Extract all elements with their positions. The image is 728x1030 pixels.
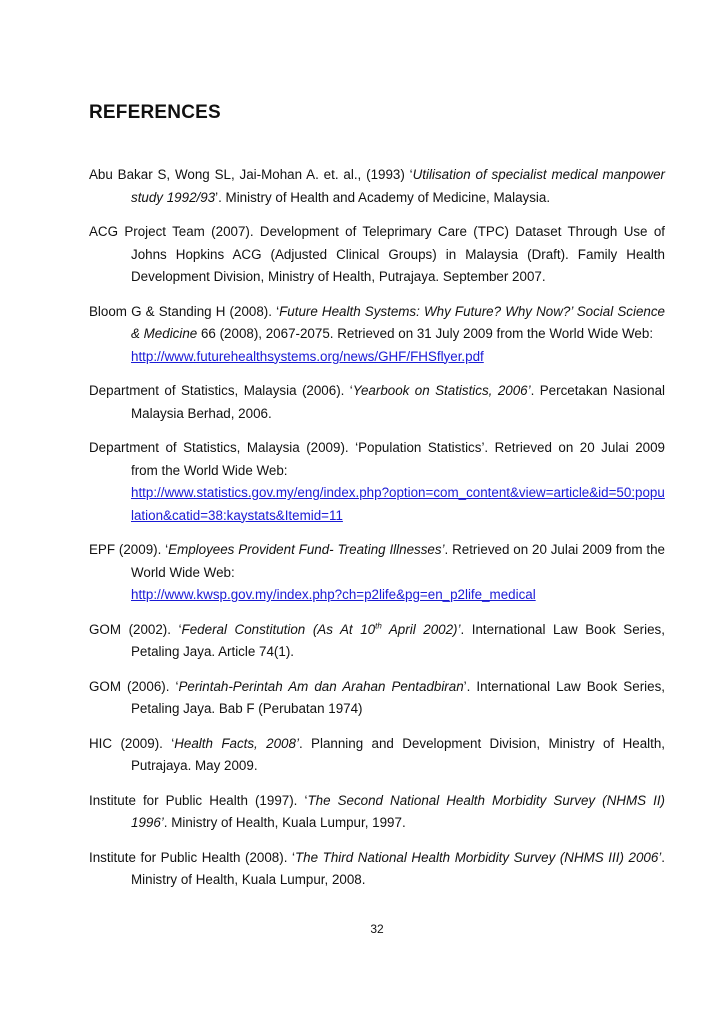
superscript: th xyxy=(375,621,382,631)
reference-text: EPF (2009). ‘ xyxy=(89,542,169,557)
reference-title: Federal Constitution (As At 10 xyxy=(181,621,376,637)
reference-entry xyxy=(89,790,665,835)
reference-text: . Percetakan Nasional Malaysia Berhad, 2006. xyxy=(131,383,666,421)
reference-link[interactable]: http://www.kwsp.gov.my/index.php?ch=p2life&pg=en_p2life_medical xyxy=(131,587,536,602)
reference-entry xyxy=(89,437,665,527)
reference-title: Future Health Systems: Why Future? Why Now?’ Social Science & Medicine xyxy=(131,303,665,341)
reference-entry xyxy=(89,221,665,289)
reference-text: Abu Bakar S, Wong SL, Jai-Mohan A. et. al., (1993) ‘ xyxy=(89,167,413,182)
reference-list xyxy=(89,164,665,904)
reference-title: Yearbook on Statistics, 2006’ xyxy=(352,383,531,398)
reference-entry xyxy=(89,676,665,721)
page-number: 32 xyxy=(370,922,384,936)
reference-entry xyxy=(89,619,665,664)
reference-title: Health Facts, 2008’ xyxy=(174,735,299,751)
reference-text: ’. International Law Book Series, Petaling Jaya. Bab F (Perubatan 1974) xyxy=(131,678,665,716)
reference-text: ’. Ministry of Health and Academy of Medicine, Malaysia. xyxy=(215,189,551,205)
reference-text: . International Law Book Series, Petaling Jaya. Article 74(1). xyxy=(131,621,665,659)
reference-text: HIC (2009). ‘ xyxy=(89,735,175,751)
reference-text: . Planning and Development Division, Ministry of Health, Putrajaya. May 2009. xyxy=(131,735,665,773)
reference-entry xyxy=(89,733,665,778)
reference-link[interactable]: http://www.futurehealthsystems.org/news/GHF/FHSflyer.pdf xyxy=(131,348,484,364)
reference-text: . Ministry of Health, Kuala Lumpur, 1997. xyxy=(163,815,406,830)
reference-text: ACG Project Team (2007). Development of Teleprimary Care (TPC) Dataset Through Use of Johns Hopkins ACG (Adjusted Clinical Groups) in Malaysia (Draft). Family Health Development Division, Ministry of Health, Putrajaya. September 2007. xyxy=(89,224,665,284)
reference-title: Employees Provident Fund- Treating Illnesses’ xyxy=(168,542,445,557)
reference-text: 66 (2008), 2067-2075. Retrieved on 31 July 2009 from the World Wide Web: xyxy=(197,326,654,341)
reference-entry xyxy=(89,380,665,425)
reference-title: April 2002)’ xyxy=(381,621,461,637)
reference-text: GOM (2006). ‘ xyxy=(89,678,179,694)
section-heading: REFERENCES xyxy=(89,102,221,123)
reference-text: Institute for Public Health (1997). ‘ xyxy=(89,792,308,808)
reference-entry xyxy=(89,847,665,892)
reference-text: Bloom G & Standing H (2008). ‘ xyxy=(89,303,280,319)
reference-title: The Third National Health Morbidity Survey (NHMS III) 2006’ xyxy=(294,849,662,865)
reference-link[interactable]: http://www.statistics.gov.my/eng/index.php?option=com_content&view=article&id=50:population&catid=38:kaystats&Itemid=11 xyxy=(131,485,665,523)
reference-text: Department of Statistics, Malaysia (2006). ‘ xyxy=(89,383,353,398)
reference-entry xyxy=(89,301,665,369)
reference-title: Utilisation of specialist medical manpower study 1992/93 xyxy=(131,167,665,205)
reference-text: GOM (2002). ‘ xyxy=(89,621,182,637)
reference-text: . Retrieved on 20 Julai 2009 from the World Wide Web: xyxy=(131,542,666,580)
reference-entry xyxy=(89,539,665,607)
reference-title: Perintah-Perintah Am dan Arahan Pentadbiran xyxy=(178,678,464,694)
reference-entry xyxy=(89,164,665,209)
reference-text: Institute for Public Health (2008). ‘ xyxy=(89,849,295,865)
reference-text: . Ministry of Health, Kuala Lumpur, 2008. xyxy=(131,849,666,887)
reference-text: Department of Statistics, Malaysia (2009). ‘Population Statistics’. Retrieved on 20 Julai 2009 from the World Wide Web: xyxy=(89,440,665,478)
reference-title: The Second National Health Morbidity Survey (NHMS II) 1996’ xyxy=(131,792,666,830)
